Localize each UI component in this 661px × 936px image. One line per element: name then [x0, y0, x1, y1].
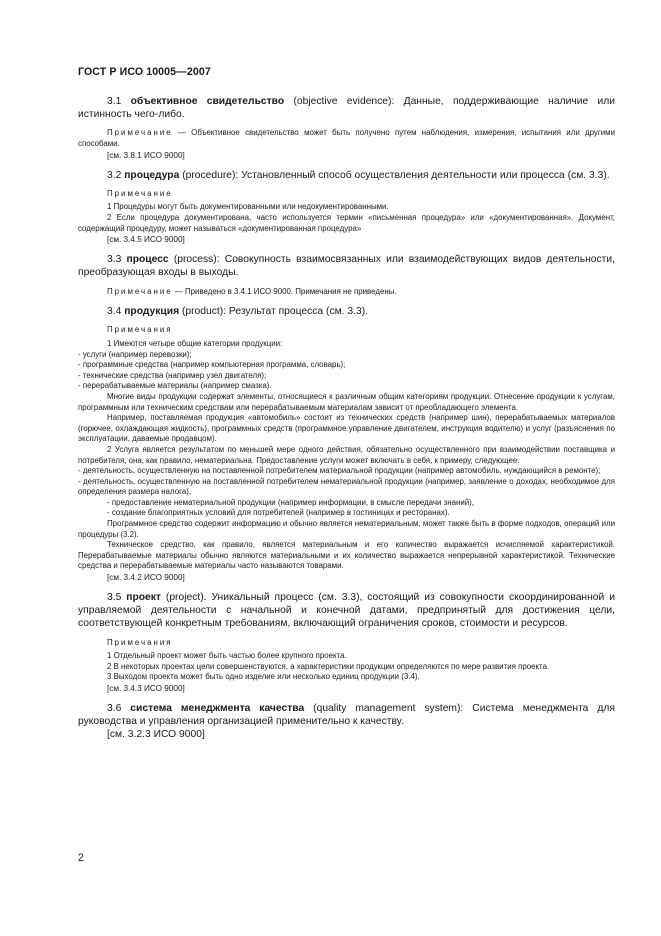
note-paragraph: Программное средство содержит информацию и обычно является нематериальным, может также быть в форме подходов, операций или процедуры (3.2). — [78, 519, 615, 539]
term-english: (objective evidence): — [293, 96, 395, 107]
list-item: - технические средства (например узел двигателя); — [78, 370, 267, 380]
definition-3-5 — [78, 591, 615, 631]
definition-text: Установленный способ осуществления деятельности или процесса (см. 3.3). — [241, 169, 610, 181]
note-3-2-2: 2 Если процедура документирована, часто используется термин «письменная процедура» или «документированная». Документ, содержащий процедуру, может называться «документированная процедура» — [78, 212, 615, 233]
definition-3-2 — [78, 169, 615, 182]
definition-text: Система менеджмента для руководства и управления организацией применительно к качеству. — [78, 703, 615, 728]
term-english: (procedure): — [182, 169, 239, 181]
note-label: Примечание — [107, 286, 173, 296]
reference-3-1: [см. 3.8.1 ИСО 9000] — [107, 150, 185, 160]
clause-number: 3.1 — [107, 96, 122, 107]
term: процесс — [126, 254, 169, 266]
clause-number: 3.5 — [107, 592, 122, 604]
term-english: (quality management system): — [313, 703, 464, 715]
clause-number: 3.4 — [107, 306, 122, 318]
note-3-2-1: 1 Процедуры могут быть документированными или недокументированными. — [107, 202, 389, 212]
notes-label: Примечания — [107, 637, 173, 647]
note-3-3 — [78, 287, 615, 298]
note-3-4-1: 1 Имеются четыре общие категории продукции: — [107, 338, 283, 348]
term: продукция — [124, 306, 180, 318]
reference-3-6: [см. 3.2.3 ИСО 9000] — [107, 729, 205, 741]
document-header: ГОСТ Р ИСО 10005—2007 — [78, 66, 211, 78]
list-item: - услуги (например перевозки); — [78, 349, 192, 359]
list-item: - деятельность, осуществленную на поставленной потребителем материальной продукции (например автомобиль, нуждающийся в ремонте); — [78, 466, 601, 476]
note-3-5-1: 1 Отдельный проект может быть частью более крупного проекта. — [107, 651, 347, 661]
term-english: (product): — [181, 306, 227, 318]
list-item: - деятельность, осуществленную на поставленной потребителем нематериальной продукции (например, заявление о доходах, необходимое для определения размера налога), — [78, 476, 615, 497]
clause-number: 3.2 — [107, 169, 122, 181]
clause-number: 3.6 — [107, 703, 122, 715]
note-paragraph: Многие виды продукции содержат элементы, относящиеся к различным общим категориям продукции. Отнесение продукции к услугам, программным или техническим средствам или перерабатываемым материалам зависит от преобладающего элемента. — [78, 391, 615, 412]
note-3-4-2: 2 Услуга является результатом по меньшей мере одного действия, обязательно осуществленного при взаимодействии поставщика и потребителя, она, как правило, нематериальна. Предоставление услуги может включать в себя, к примеру, следующее. — [78, 444, 615, 465]
note-label: Примечание — [107, 128, 173, 138]
term: объективное свидетельство — [130, 96, 285, 107]
note-3-1 — [78, 128, 615, 149]
page-number: 2 — [78, 852, 84, 864]
reference-3-2: [см. 3.4.5 ИСО 9000] — [107, 235, 185, 245]
term: процедура — [124, 169, 180, 181]
definition-3-6 — [78, 702, 615, 728]
list-item: - предоставление нематериальной продукции (например информации, в смысле передачи знаний), — [107, 497, 474, 507]
definition-3-1 — [78, 95, 615, 121]
definition-3-4 — [78, 305, 615, 318]
note-paragraph: Например, поставляемая продукция «автомобиль» состоит из технических средств (например шин), перерабатываемых материалов (горючее, охлаждающая жидкость), программных средств (программное управление двигателем, инструкция водителю) и услуг (разъяснения по эксплуатации, даваемые продавцом). — [78, 413, 615, 444]
reference-3-4: [см. 3.4.2 ИСО 9000] — [107, 573, 185, 583]
definition-text: Уникальный процесс (см. 3.3), состоящий из совокупности скоординированной и управляемой деятельности с начальной и конечной датами, предпринятый для достижения цели, соответствующей конкретным требованиям, включающий ограничения сроков, стоимости и ресурсов. — [78, 592, 615, 630]
note-text: — Объективное свидетельство может быть получено путем наблюдения, измерения, испытания или другими способами. — [78, 128, 615, 148]
note-text: — Приведено в 3.4.1 ИСО 9000. Примечания не приведены. — [174, 286, 397, 296]
list-item: - программные средства (например компьютерная программа, словарь); — [78, 360, 346, 370]
definition-3-3 — [78, 253, 615, 279]
term-english: (process): — [173, 254, 220, 266]
term-english: (project). — [165, 592, 207, 604]
note-3-5-2: 2 В некоторых проектах цели совершенствуются, а характеристики продукции определяются по мере развития проекта. — [107, 661, 550, 671]
term: проект — [126, 592, 161, 604]
term: система менеджмента качества — [130, 703, 305, 715]
list-item: - создание благоприятных условий для потребителей (например в гостиницах и ресторанах). — [107, 508, 450, 518]
list-item: - перерабатываемые материалы (например смазка). — [78, 381, 272, 391]
definition-text: Совокупность взаимосвязанных или взаимодействующих видов деятельности, преобразующая входы в выходы. — [78, 254, 615, 279]
note-paragraph: Техническое средство, как правило, является материальным и его количество выражается исчисляемой характеристикой. Перерабатываемые материалы обычно являются материальными и их количество выражается непрерывной характеристикой. Технические средства и перерабатываемые материалы часто называются товарами. — [78, 540, 615, 571]
clause-number: 3.3 — [107, 254, 122, 266]
document-body — [78, 95, 615, 742]
definition-text: Результат процесса (см. 3.3). — [228, 306, 368, 318]
note-3-5-3: 3 Выходом проекта может быть одно изделие или несколько единиц продукции (3.4). — [107, 672, 420, 682]
reference-3-5: [см. 3.4.3 ИСО 9000] — [107, 684, 185, 694]
notes-label: Примечание — [107, 188, 173, 198]
definition-text: Данные, поддерживающие наличие или истинность чего-либо. — [78, 96, 615, 121]
notes-label: Примечания — [107, 325, 173, 335]
